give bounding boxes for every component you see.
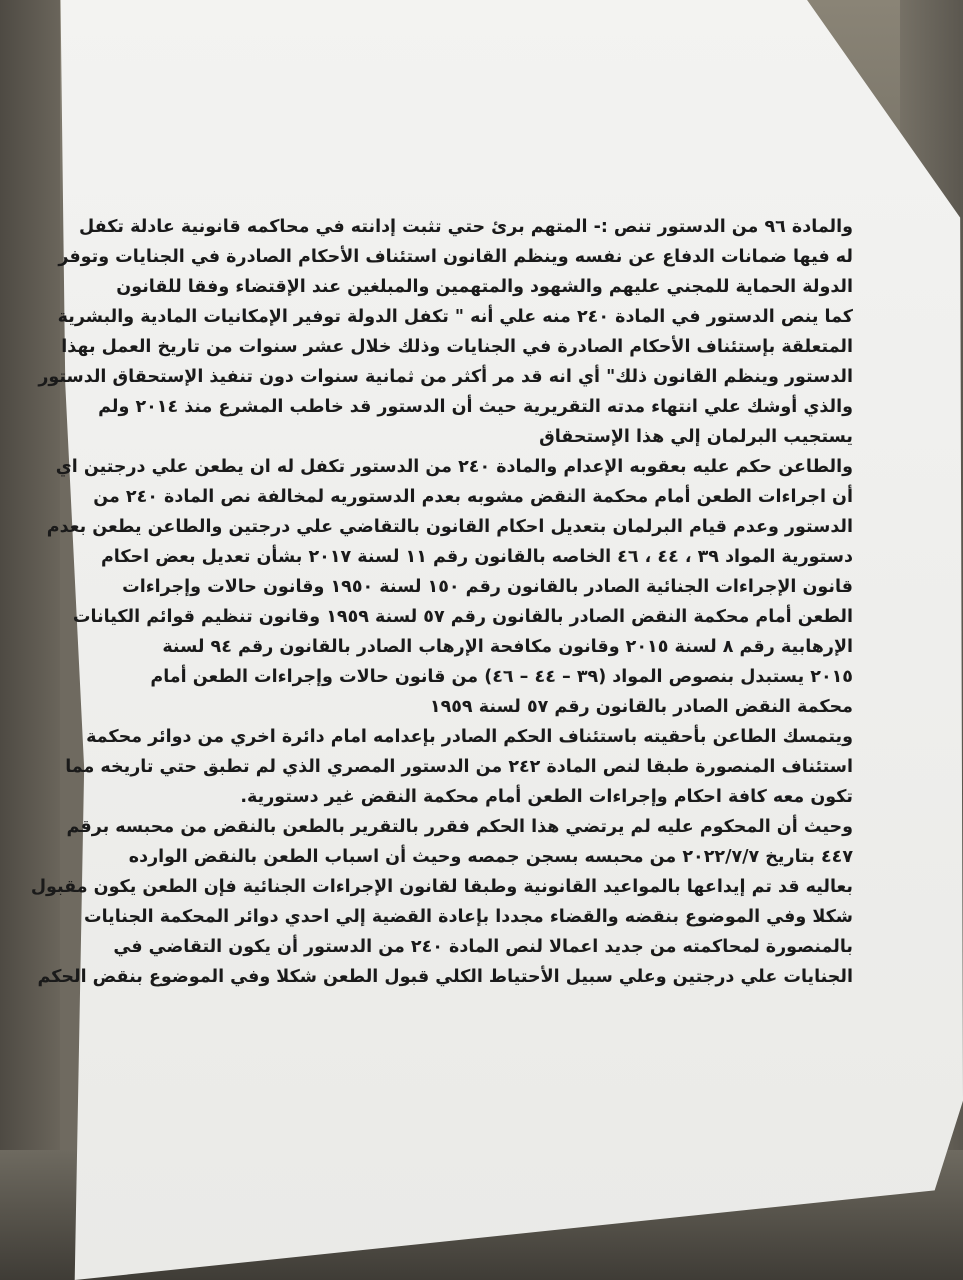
text-line: كما ينص الدستور في المادة ٢٤٠ منه علي أنه " تكفل الدولة توفير الإمكانيات المادية والبشرية <box>57 307 853 327</box>
text-line: تكون معه كافة احكام وإجراءات الطعن أمام محكمة النقض غير دستورية. <box>240 787 853 807</box>
text-line: محكمة النقض الصادر بالقانون رقم ٥٧ لسنة ١٩٥٩ <box>429 697 853 717</box>
text-line: ٢٠١٥ يستبدل بنصوص المواد (٣٩ – ٤٤ – ٤٦) من قانون حالات وإجراءات الطعن أمام <box>150 667 853 687</box>
text-line: الجنايات علي درجتين وعلي سبيل الأحتياط الكلي قبول الطعن شكلا وفي الموضوع بنقض الحكم <box>37 967 853 987</box>
text-line: أن اجراءات الطعن أمام محكمة النقض مشوبه بعدم الدستوريه لمخالفة نص المادة ٢٤٠ من <box>93 487 853 507</box>
text-line: استئناف المنصورة طبقا لنص المادة ٢٤٢ من الدستور المصري الذي لم تطبق حتي تاريخه مما <box>65 757 853 777</box>
text-line: دستورية المواد ٣٩ ، ٤٤ ، ٤٦ الخاصه بالقانون رقم ١١ لسنة ٢٠١٧ بشأن تعديل بعض احكام <box>100 547 853 567</box>
text-line: ويتمسك الطاعن بأحقيته باستئناف الحكم الصادر بإعدامه امام دائرة اخري من دوائر محكمة <box>86 727 853 747</box>
text-line: يستجيب البرلمان إلي هذا الإستحقاق <box>539 427 853 447</box>
text-line: والذي أوشك علي انتهاء مدته التقريرية حيث أن الدستور قد خاطب المشرع منذ ٢٠١٤ ولم <box>98 397 853 417</box>
text-line: المتعلقة بإستئناف الأحكام الصادرة في الجنايات وذلك خلال عشر سنوات من تاريخ العمل بهذا <box>61 337 853 357</box>
text-line: له فيها ضمانات الدفاع عن نفسه وينظم القانون استئناف الأحكام الصادرة في الجنايات وتوفر <box>58 247 853 267</box>
text-line: الإرهابية رقم ٨ لسنة ٢٠١٥ وقانون مكافحة الإرهاب الصادر بالقانون رقم ٩٤ لسنة <box>162 637 853 657</box>
text-line: وحيث أن المحكوم عليه لم يرتضي هذا الحكم فقرر بالتقرير بالطعن بالنقض من محبسه برقم <box>66 817 853 837</box>
background-surface-left <box>0 0 60 1280</box>
text-line: الدستور وينظم القانون ذلك" أي انه قد مر أكثر من ثمانية سنوات دون تنفيذ الإستحقاق الدستور <box>38 367 853 387</box>
text-line: والطاعن حكم عليه بعقوبه الإعدام والمادة ٢٤٠ من الدستور تكفل له ان يطعن علي درجتين اي <box>55 457 853 477</box>
text-line: قانون الإجراءات الجنائية الصادر بالقانون رقم ١٥٠ لسنة ١٩٥٠ وقانون حالات وإجراءات <box>122 577 853 597</box>
text-line: الدستور وعدم قيام البرلمان بتعديل احكام القانون بالتقاضي علي درجتين والطاعن يطعن بعدم <box>46 517 853 537</box>
text-line: بالمنصورة لمحاكمته من جديد اعمالا لنص المادة ٢٤٠ من الدستور أن يكون التقاضي في <box>113 937 853 957</box>
text-line: الدولة الحماية للمجني عليهم والشهود والمتهمين والمبلغين عند الإقتضاء وفقا للقانون <box>116 277 853 297</box>
text-line: بعاليه قد تم إيداعها بالمواعيد القانونية وطبقا لقانون الإجراءات الجنائية فإن الطعن يكون مقبول <box>30 877 853 897</box>
text-line: ٤٤٧ بتاريخ ٢٠٢٢/٧/٧ من محبسه بسجن جمصه وحيث أن اسباب الطعن بالنقض الوارده <box>128 847 853 867</box>
text-line: والمادة ٩٦ من الدستور تنص :- المتهم برئ حتي تثبت إدانته في محاكمه قانونية عادلة تكفل <box>79 217 853 237</box>
text-line: الطعن أمام محكمة النقض الصادر بالقانون رقم ٥٧ لسنة ١٩٥٩ وقانون تنظيم قوائم الكيانات <box>72 607 853 627</box>
document-body <box>30 212 853 992</box>
text-line: شكلا وفي الموضوع بنقضه والقضاء مجددا بإعادة القضية إلي احدي دوائر المحكمة الجنايات <box>84 907 853 927</box>
